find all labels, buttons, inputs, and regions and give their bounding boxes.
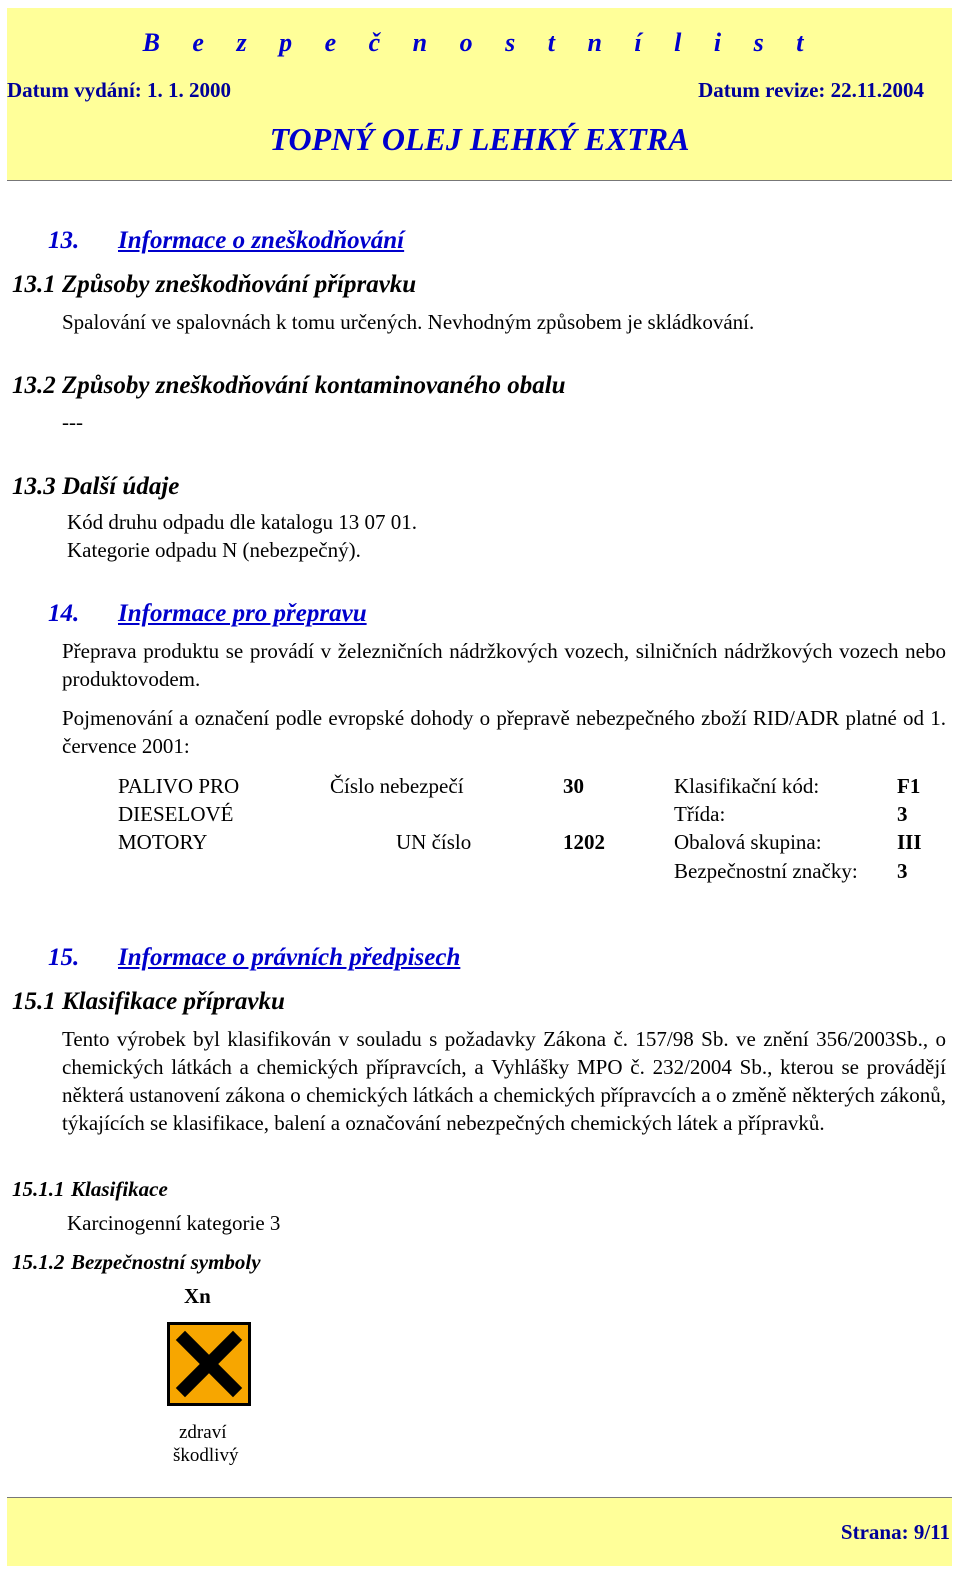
revision-date: Datum revize: 22.11.2004 (698, 78, 924, 102)
section-15-1-1-title: Klasifikace (71, 1177, 168, 1201)
section-15-title: Informace o právních předpisech (118, 944, 461, 971)
hazard-caption-2: škodlivý (173, 1445, 239, 1466)
section-13-1-number: 13.1 (12, 271, 56, 298)
class-value: 3 (897, 802, 908, 826)
section-13-1-text: Spalování ve spalovnách k tomu určených. Nevhodným způsobem je skládkování. (62, 310, 755, 334)
waste-category-line: Kategorie odpadu N (nebezpečný). (67, 538, 361, 562)
hazard-symbol-code: Xn (184, 1284, 211, 1308)
page-number: Strana: 9/11 (840, 1520, 950, 1544)
carcinogen-category: Karcinogenní kategorie 3 (67, 1211, 281, 1235)
product-name: TOPNÝ OLEJ LEHKÝ EXTRA (269, 121, 690, 157)
waste-code-line: Kód druhu odpadu dle katalogu 13 07 01. (67, 510, 417, 534)
classification-paragraph: Tento výrobek byl klasifikován v souladu s požadavky Zákona č. 157/98 Sb. ve znění 356/2003Sb., o chemických látkách a chemických přípravcích, a Vyhlášky MPO č. 232/2004 Sb., kterou se provádějí některá ustanovení zákona o chemických látkách a chemických přípravcích a o změně některých zákonů, týkajících se klasifikace, balení a označování nebezpečných chemických látek a přípravků. (62, 1027, 946, 1135)
section-13-3-number: 13.3 (12, 473, 56, 500)
shipping-name-line-2: DIESELOVÉ (118, 802, 234, 826)
section-15-1-1-number: 15.1.1 (12, 1177, 65, 1201)
section-15-1-2-title: Bezpečnostní symboly (71, 1250, 261, 1274)
issue-date: Datum vydání: 1. 1. 2000 (7, 78, 232, 102)
classification-code-label: Klasifikační kód: (674, 774, 820, 798)
section-13-number: 13. (48, 227, 80, 254)
shipping-name-line-3: MOTORY (118, 830, 208, 854)
document-title: B e z p e č n o s t n í l i s t (142, 28, 817, 57)
section-15-1-number: 15.1 (12, 988, 56, 1015)
page-footer (7, 1497, 952, 1566)
packing-group-value: III (897, 830, 922, 854)
classification-code-value: F1 (897, 774, 921, 798)
harmful-x-icon (167, 1322, 251, 1406)
section-14-title: Informace pro přepravu (118, 600, 367, 627)
section-13-1-title: Způsoby zneškodňování přípravku (62, 271, 417, 298)
section-15-number: 15. (48, 944, 80, 971)
section-13-2-title: Způsoby zneškodňování kontaminovaného obalu (62, 372, 566, 399)
un-number-value: 1202 (563, 830, 605, 854)
section-13-2-text: --- (62, 410, 83, 434)
section-13-title: Informace o zneškodňování (118, 227, 405, 254)
safety-labels-value: 3 (897, 859, 908, 883)
hazard-number-value: 30 (563, 774, 584, 798)
transport-paragraph-2: Pojmenování a označení podle evropské dohody o přepravě nebezpečného zboží RID/ADR platné od 1. července 2001: (62, 706, 946, 758)
packing-group-label: Obalová skupina: (674, 830, 822, 854)
shipping-name-line-1: PALIVO PRO (118, 774, 240, 798)
section-13-2-number: 13.2 (12, 372, 56, 399)
un-number-label: UN číslo (396, 830, 472, 854)
section-15-1-2-number: 15.1.2 (12, 1250, 65, 1274)
section-13-3-title: Další údaje (62, 473, 180, 500)
class-label: Třída: (674, 802, 726, 826)
page-header (7, 8, 952, 181)
safety-labels-label: Bezpečnostní značky: (674, 859, 858, 883)
transport-paragraph-1: Přeprava produktu se provádí v železničních nádržkových vozech, silničních nádržkových vozech nebo produktovodem. (62, 639, 946, 691)
section-14-number: 14. (48, 600, 80, 627)
hazard-caption-1: zdraví (179, 1422, 227, 1443)
hazard-number-label: Číslo nebezpečí (330, 774, 464, 798)
section-15-1-title: Klasifikace přípravku (62, 988, 285, 1015)
